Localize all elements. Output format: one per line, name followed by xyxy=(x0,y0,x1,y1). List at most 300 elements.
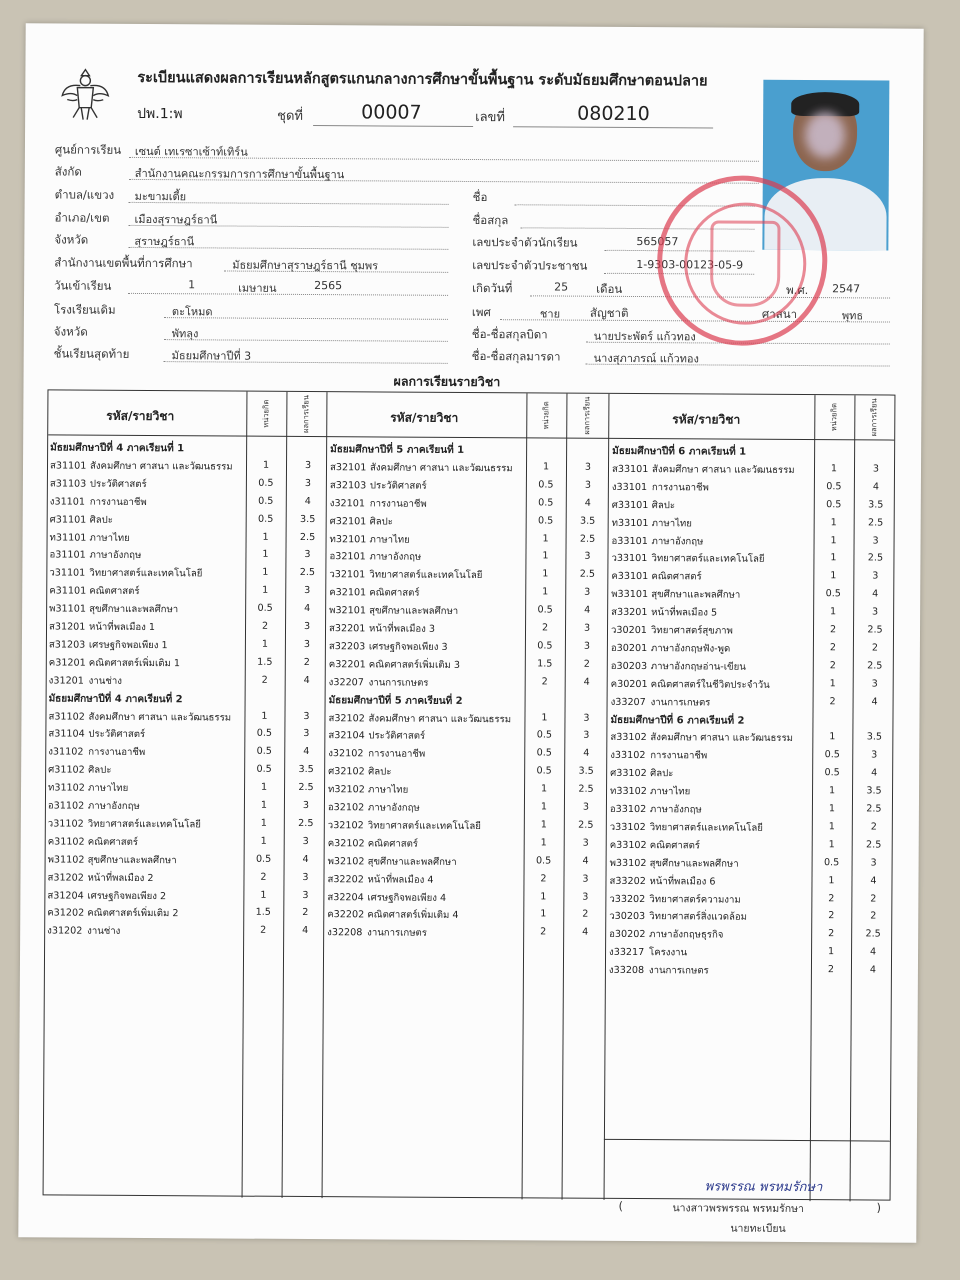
credit-value: 0.5 xyxy=(535,855,552,867)
grade-value: 3 xyxy=(304,459,312,471)
grade-value: 4 xyxy=(583,747,590,760)
subject-code: ว30201 xyxy=(610,624,647,637)
grade-value: 4 xyxy=(583,676,590,688)
credit-value: 1 xyxy=(542,586,549,598)
grade-value: 4 xyxy=(302,925,309,937)
results-section-title: ผลการเรียนรายวิชา xyxy=(393,373,501,390)
grade-value: 3 xyxy=(872,463,880,475)
subject-code: ส33201 xyxy=(611,606,648,619)
subject-code: พ31102 xyxy=(47,854,85,866)
subject-name: คณิตศาสตร์ xyxy=(649,839,701,852)
grade-value: 3 xyxy=(872,570,879,582)
gender-value: ชาย xyxy=(539,307,561,321)
subject-name: สังคมศึกษา ศาสนา และวัฒนธรรม xyxy=(650,732,793,745)
credit-header: หน่วยกิต xyxy=(541,401,551,430)
credit-value: 1 xyxy=(262,567,269,579)
credit-value: 1 xyxy=(830,463,838,475)
grade-value: 3 xyxy=(584,461,592,473)
subject-code: อ31102 xyxy=(47,800,85,812)
subject-name: ประวัติศาสตร์ xyxy=(369,480,427,492)
credit-value: 2 xyxy=(829,642,836,654)
garuda-emblem-icon xyxy=(59,65,111,123)
enroll-label: วันเข้าเรียน xyxy=(54,278,112,293)
grade-value: 2.5 xyxy=(866,803,882,815)
grade-value: 4 xyxy=(303,746,310,758)
subject-name: หน้าที่พลเมือง 1 xyxy=(88,621,156,634)
subject-name: คณิตศาสตร์ xyxy=(87,836,139,848)
subject-name: วิทยาศาสตร์และเทคโนโลยี xyxy=(649,821,763,834)
subject-name: ประวัติศาสตร์ xyxy=(89,478,147,490)
subject-code: ค32101 xyxy=(329,587,367,599)
subject-name: สังคมศึกษา ศาสนา และวัฒนธรรม xyxy=(651,463,795,476)
subject-name: สุขศึกษาและพลศึกษา xyxy=(651,589,741,601)
subject-code: ส33202 xyxy=(609,875,646,887)
subject-name: การงานอาชีพ xyxy=(368,748,426,761)
subject-name: คณิตศาสตร์เพิ่มเติม 1 xyxy=(88,657,181,670)
subject-code: อ33101 xyxy=(611,535,648,547)
grade-value: 2 xyxy=(871,642,878,654)
subject-name: ประวัติศาสตร์ xyxy=(368,730,426,743)
subject-code: ง31202 xyxy=(47,925,83,937)
credit-value: 1 xyxy=(260,835,267,847)
info-label: อำเภอ/เขต xyxy=(54,210,110,225)
credit-value: 2 xyxy=(540,873,547,885)
subject-name: วิทยาศาสตร์และเทคโนโลยี xyxy=(89,567,203,580)
subject-code: ง33217 xyxy=(609,947,645,959)
credit-value: 1.5 xyxy=(537,658,553,670)
info-value: สำนักงานคณะกรรมการการศึกษาขั้นพื้นฐาน xyxy=(134,166,345,182)
subject-code: ค31201 xyxy=(48,657,86,669)
credit-value: 1 xyxy=(829,677,836,689)
grade-value: 3.5 xyxy=(868,499,884,511)
subject-code: พ32101 xyxy=(329,605,367,617)
subject-name: สุขศึกษาและพลศึกษา xyxy=(649,857,739,870)
religion-label: ศาสนา xyxy=(761,306,798,321)
transcript-paper: ระเบียนแสดงผลการเรียนหลักสูตรแกนกลางการศึกษาขั้นพื้นฐาน ระดับมัธยมศึกษาตอนปลาย ปพ.1:พ ชุดที่ 00007 เลขที่ 080210 ศูนย์การเรียน เซนต์ เทเรซาเซ้าท์เทิร์น สังกัด สำนักงานคณะกรรมการการศึกษาขั้นพื้นฐาน ตำบล/แขวง มะขามเตี้ย อำเภอ/เขต เมืองสุราษฎร์ธานี จังหวัด สุราษฎร์ธานี สำนักงานเขตพื้นที่การศึกษา มัธยมศึกษาสุราษฎร์ธานี ชุมพร วันเข้าเรียน 1 เมษายน 2565 โรงเรียนเดิม ตะโหมด จังหวัด พัทลุง ชั้นเรียนสุดท้าย มัธยมศึกษาปีที่ 3 ชื่อ ชื่อสกุล เลขประจำตัวนักเรียน 565057 เลขประจำตัวประชาชน 1-9303-00123-05-9 เกิดวันที่ 25 เดือน พ.ศ. 2547 เพศ ชาย สัญชาติ ศาสนา พุทธ ชื่อ-ชื่อสกุลบิดา นายประพัตร์ แก้วทอง ชื่อ-ชื่อสกุลมารดา นางสุภาภรณ์ แก้วทอง ผลการเรียนรายวิชา รหัส/รายวิชา รหัส/รายวิชา รหัส/รายวิชา หน่วยกิต ผลการเรียน หน่วยกิต ผลการเรียน หน่วยกิต ผลการเรียน มัธยมศึกษาปีที่ 4 ภาคเรียนที่ 1 ส31101 สังคมศึกษา ศาสนา และวัฒนธรรม 1 3 ส31103 ประวัติศาสตร์ 0.5 3 ง31101 การงานอาชีพ 0.5 4 ศ31101 ศิลปะ 0.5 3.5 ท31101 ภาษาไทย 1 2.5 อ31101 ภาษาอังกฤษ 1 3 ว31101 วิทยาศาสตร์และเทคโนโลยี 1 2.5 ค31101 คณิตศาสตร์ 1 3 พ31101 สุขศึกษาและพลศึกษา 0.5 4 ส31201 หน้าที่พลเมือง 1 2 3 ส31203 เศรษฐกิจพอเพียง 1 1 3 ค31201 คณิตศาสตร์เพิ่มเติม 1 1.5 2 ง31201 งานช่าง 2 4 มัธยมศึกษาปีที่ 4 ภาคเรียนที่ 2 ส31102 สังคมศึกษา ศาสนา และวัฒนธรรม 1 3 ส31104 ประวัติศาสตร์ 0.5 3 ง31102 การงานอาชีพ 0.5 4 ศ31102 ศิลปะ 0.5 3.5 ท31102 ภาษาไทย 1 2.5 อ31102 ภาษาอังกฤษ 1 3 ว31102 วิทยาศาสตร์และเทคโนโลยี 1 2.5 ค31102 คณิตศาสตร์ 1 3 พ31102 สุขศึกษาและพลศึกษา 0.5 4 ส31202 หน้าที่พลเมือง 2 2 3 ส31204 เศรษฐกิจพอเพียง 2 1 3 ค31202 คณิตศาสตร์เพิ่มเติม 2 1.5 2 ง31202 งานช่าง 2 4 มัธยมศึกษาปีที่ 5 ภาคเรียนที่ 1 ส32101 สังคมศึกษา ศาสนา และวัฒนธรรม 1 3 ส32103 ประวัติศาสตร์ 0.5 3 ง32101 การงานอาชีพ 0.5 4 ศ32101 ศิลปะ 0.5 3.5 ท32101 ภาษาไทย 1 2.5 อ32101 ภาษาอังกฤษ 1 3 ว32101 วิทยาศาสตร์และเทคโนโลยี 1 2.5 ค32101 คณิตศาสตร์ 1 3 พ32101 สุขศึกษาและพลศึกษา 0.5 4 ส32201 หน้าที่พลเมือง 3 2 3 ส32203 เศรษฐกิจพอเพียง 3 0.5 3 ค32201 คณิตศาสตร์เพิ่มเติม 3 1.5 2 ง32207 งานการเกษตร 2 4 มัธยมศึกษาปีที่ 5 ภาคเรียนที่ 2 ส32102 สังคมศึกษา ศาสนา และวัฒนธรรม 1 3 ส32104 ประวัติศาสตร์ 0.5 3 ง32102 การงานอาชีพ 0.5 4 ศ32102 ศิลปะ 0.5 3.5 ท32102 ภาษาไทย 1 2.5 อ32102 ภาษาอังกฤษ 1 3 ว32102 วิทยาศาสตร์และเทคโนโลยี 1 2.5 ค32102 คณิตศาสตร์ 1 3 พ32102 สุขศึกษาและพลศึกษา 0.5 4 ส32202 หน้าที่พลเมือง 4 2 3 ส32204 เศรษฐกิจพอเพียง 4 1 3 ค32202 คณิตศาสตร์เพิ่มเติม 4 1 2 ง32208 งานการเกษตร 2 4 มัธยมศึกษาปีที่ 6 ภาคเรียนที่ 1 ส33101 สังคมศึกษา ศาสนา และวัฒนธรรม 1 3 ง33101 การงานอาชีพ 0.5 4 ศ33101 ศิลปะ 0.5 3.5 ท33101 ภาษาไทย 1 2.5 อ33101 ภาษาอังกฤษ 1 3 ว33101 วิทยาศาสตร์และเทคโนโลยี 1 2.5 ค33101 คณิตศาสตร์ 1 3 พ33101 สุขศึกษาและพลศึกษา 0.5 4 ส33201 หน้าที่พลเมือง 5 1 3 ว30201 วิทยาศาสตร์สุขภาพ 2 2.5 อ30201 ภาษาอังกฤษฟัง-พูด 2 2 อ30203 ภาษาอังกฤษอ่าน-เขียน 2 2.5 ค30201 คณิตศาสตร์ในชีวิตประจำวัน 1 3 ง33207 งานการเกษตร 2 4 มัธยมศึกษาปีที่ 6 ภาคเรียนที่ 2 ส33102 สังคมศึกษา ศาสนา และวัฒนธรรม 1 3.5 ง33102 การงานอาชีพ 0.5 3 ศ33102 ศิลปะ 0.5 4 ท33102 ภาษาไทย 1 3.5 อ33102 ภาษาอังกฤษ 1 2.5 ว33102 วิทยาศาสตร์และเทคโนโลยี 1 2 ค33102 คณิตศาสตร์ 1 2.5 พ33102 สุขศึกษาและพลศึกษา 0.5 3 ส33202 หน้าที่พลเมือง 6 1 4 ว33202 วิทยาศาสตร์ความงาม 2 2 ว30203 วิทยาศาสตร์สิ่งแวดล้อม 2 2 อ30202 ภาษาอังกฤษธุรกิจ 2 2.5 ง33217 โครงงาน 1 4 ง33208 งานการเกษตร 2 4 พรพรรณ พรหมรักษา ( นางสาวพรพรรณ พรหมรักษา ) นายทะเบียน xyxy=(18,23,923,1242)
credit-value: 0.5 xyxy=(826,498,842,510)
set-label: ชุดที่ xyxy=(277,108,304,124)
subject-code: ศ32101 xyxy=(329,515,367,527)
subject-name: ภาษาอังกฤษ xyxy=(367,802,420,814)
subject-name: ภาษาไทย xyxy=(89,532,130,544)
subject-name: หน้าที่พลเมือง 3 xyxy=(368,623,436,635)
subject-code: อ31101 xyxy=(49,549,86,562)
credit-value: 1 xyxy=(830,570,837,582)
info-value: เซนต์ เทเรซาเซ้าท์เทิร์น xyxy=(134,144,248,159)
subject-code: ง33101 xyxy=(611,481,648,493)
subject-code: ศ33102 xyxy=(610,768,647,780)
subject-name: วิทยาศาสตร์และเทคโนโลยี xyxy=(369,569,483,582)
credit-value: 2 xyxy=(829,659,836,672)
credit-value: 0.5 xyxy=(257,602,273,614)
registrar-signature: พรพรรณ พรหมรักษา xyxy=(704,1179,823,1196)
nationality-label: สัญชาติ xyxy=(589,305,629,320)
credit-value: 2 xyxy=(260,925,267,937)
credit-value: 0.5 xyxy=(258,513,274,525)
grade-value: 3 xyxy=(582,873,589,885)
info-value: สุราษฎร์ธานี xyxy=(134,234,195,249)
subject-name: วิทยาศาสตร์และเทคโนโลยี xyxy=(367,820,481,832)
credit-value: 0.5 xyxy=(538,497,554,509)
credit-value: 0.5 xyxy=(824,767,840,779)
credit-value: 0.5 xyxy=(538,515,554,527)
info-label: ตำบล/แขวง xyxy=(54,187,115,202)
info-value: พัทลุง xyxy=(171,327,199,341)
grade-value: 3 xyxy=(303,638,311,650)
subject-code: อ33102 xyxy=(609,803,647,816)
grade-value: 3 xyxy=(582,891,589,903)
credit-header: หน่วยกิต xyxy=(261,399,271,428)
subject-code: ส32103 xyxy=(329,479,367,492)
info-value: มัธยมศึกษาสุราษฎร์ธานี ชุมพร xyxy=(232,258,379,273)
grade-value: 2.5 xyxy=(579,533,596,545)
subject-code: ง33102 xyxy=(610,750,646,762)
credit-value: 1 xyxy=(827,946,835,958)
credit-value: 0.5 xyxy=(536,765,552,777)
grade-value: 2.5 xyxy=(867,660,883,672)
credit-value: 1.5 xyxy=(257,656,273,668)
registrar-name: นางสาวพรพรรณ พรหมรักษา xyxy=(672,1202,804,1216)
subject-header: รหัส/รายวิชา xyxy=(106,408,175,424)
subject-code: อ30202 xyxy=(609,929,646,941)
grade-value: 4 xyxy=(303,674,310,686)
info-label: ชื่อ-ชื่อสกุลบิดา xyxy=(471,326,548,342)
subject-code: ส33102 xyxy=(610,732,647,744)
subject-name: ภาษาอังกฤษฟัง-พูด xyxy=(650,642,731,655)
subject-code: ว32101 xyxy=(329,569,366,581)
semester-heading: มัธยมศึกษาปีที่ 6 ภาคเรียนที่ 1 xyxy=(612,445,747,458)
birth-day: 25 xyxy=(554,280,569,294)
grade-value: 3 xyxy=(872,534,879,546)
subject-code: ส32203 xyxy=(328,641,366,653)
credit-value: 1 xyxy=(540,819,547,831)
grade-value: 3 xyxy=(583,730,590,742)
grade-value: 2.5 xyxy=(867,624,883,636)
credit-value: 0.5 xyxy=(256,763,272,775)
subject-name: สุขศึกษาและพลศึกษา xyxy=(89,603,179,616)
info-label: โรงเรียนเดิม xyxy=(53,302,116,317)
grade-value: 2 xyxy=(303,656,310,668)
credit-value: 1 xyxy=(830,534,837,546)
credit-value: 1 xyxy=(260,889,267,901)
subject-name: คณิตศาสตร์เพิ่มเติม 4 xyxy=(367,909,459,922)
grade-value: 3.5 xyxy=(866,785,882,797)
subject-code: ง32101 xyxy=(329,497,366,510)
grade-value: 2.5 xyxy=(299,567,316,579)
grade-value: 3 xyxy=(302,835,309,847)
grade-value: 3 xyxy=(304,477,311,489)
credit-value: 1 xyxy=(542,532,549,544)
credit-value: 2 xyxy=(828,892,835,904)
subject-code: ค31202 xyxy=(47,907,85,920)
info-label: จังหวัด xyxy=(54,232,89,247)
subject-name: ภาษาอังกฤษ xyxy=(649,804,702,816)
grade-value: 4 xyxy=(584,497,591,509)
no-label: เลขที่ xyxy=(475,110,506,126)
subject-name: ภาษาอังกฤษอ่าน-เขียน xyxy=(650,660,746,673)
credit-value: 0.5 xyxy=(823,856,840,868)
set-number: 00007 xyxy=(361,101,422,124)
subject-name: งานช่าง xyxy=(87,925,121,938)
credit-value: 1 xyxy=(828,803,836,815)
credit-value: 1 xyxy=(262,584,269,596)
subject-code: ส32201 xyxy=(328,623,366,635)
credit-value: 1 xyxy=(830,606,837,618)
subject-code: ท33102 xyxy=(610,785,647,798)
credit-value: 2 xyxy=(828,928,835,940)
subject-code: ว32102 xyxy=(327,820,364,832)
subject-name: ภาษาไทย xyxy=(88,782,129,795)
subject-name: สังคมศึกษา ศาสนา และวัฒนธรรม xyxy=(89,460,233,473)
subject-name: เศรษฐกิจพอเพียง 2 xyxy=(87,890,167,902)
grade-value: 2 xyxy=(302,907,309,919)
credit-value: 1 xyxy=(262,531,269,543)
subject-code: ส31204 xyxy=(47,889,84,902)
birth-label: เกิดวันที่ xyxy=(472,281,513,296)
info-label: สังกัด xyxy=(54,164,82,179)
subject-header: รหัส/รายวิชา xyxy=(672,412,741,427)
subject-name: สุขศึกษาและพลศึกษา xyxy=(87,854,177,866)
subject-code: ง31102 xyxy=(48,746,84,758)
subject-name: หน้าที่พลเมือง 2 xyxy=(87,872,154,884)
credit-value: 1 xyxy=(540,837,547,849)
semester-heading: มัธยมศึกษาปีที่ 4 ภาคเรียนที่ 1 xyxy=(50,442,185,455)
subject-name: ภาษาไทย xyxy=(368,784,409,796)
subject-code: ท33101 xyxy=(611,517,649,529)
info-value: มะขามเตี้ย xyxy=(134,189,187,204)
subject-name: วิทยาศาสตร์สุขภาพ xyxy=(650,625,733,637)
subject-code: ง31101 xyxy=(49,496,86,508)
subject-code: ศ32102 xyxy=(328,766,365,778)
grade-value: 2.5 xyxy=(298,782,314,794)
credit-value: 0.5 xyxy=(537,604,553,616)
grade-value: 2.5 xyxy=(868,517,884,529)
religion-value: พุทธ xyxy=(841,309,864,323)
subject-code: ง32102 xyxy=(328,748,364,760)
grade-value: 3 xyxy=(584,479,591,491)
credit-value: 1 xyxy=(540,801,548,813)
registrar-role: นายทะเบียน xyxy=(730,1222,786,1235)
info-label: สำนักงานเขตพื้นที่การศึกษา xyxy=(54,255,193,271)
credit-value: 1 xyxy=(829,731,836,743)
credit-value: 0.5 xyxy=(255,853,272,865)
subject-name: ภาษาไทย xyxy=(650,786,691,798)
form-code: ปพ.1:พ xyxy=(137,105,183,123)
subject-header: รหัส/รายวิชา xyxy=(390,410,459,425)
grade-value: 4 xyxy=(869,964,877,976)
subject-code: ค31101 xyxy=(49,585,87,597)
subject-name: สุขศึกษาและพลศึกษา xyxy=(367,856,457,868)
subject-code: อ30203 xyxy=(610,660,648,672)
enroll-year: 2565 xyxy=(314,279,343,293)
credit-value: 0.5 xyxy=(536,747,552,759)
subject-code: ส31201 xyxy=(48,621,86,633)
credit-value: 1 xyxy=(540,908,547,920)
subject-name: วิทยาศาสตร์ความงาม xyxy=(649,893,741,906)
subject-name: คณิตศาสตร์ในชีวิตประจำวัน xyxy=(650,678,770,691)
credit-value: 1.5 xyxy=(255,907,271,919)
credit-value: 0.5 xyxy=(258,477,274,489)
subject-name: ภาษาอังกฤษ xyxy=(87,800,140,812)
grade-value: 3 xyxy=(303,620,311,633)
subject-code: ว30203 xyxy=(609,911,646,923)
subject-name: สังคมศึกษา ศาสนา และวัฒนธรรม xyxy=(88,711,232,724)
subject-name: สังคมศึกษา ศาสนา และวัฒนธรรม xyxy=(369,462,513,475)
grade-value: 3 xyxy=(584,551,591,563)
subject-code: ว33202 xyxy=(609,893,646,905)
credit-value: 2 xyxy=(828,910,835,922)
grade-value: 4 xyxy=(871,767,878,779)
subject-code: ส32104 xyxy=(328,730,365,742)
credit-value: 1 xyxy=(262,459,270,471)
subject-name: วิทยาศาสตร์และเทคโนโลยี xyxy=(87,818,201,831)
credit-value: 0.5 xyxy=(826,480,842,493)
subject-name: การงานอาชีพ xyxy=(650,750,708,762)
semester-heading: มัธยมศึกษาปีที่ 6 ภาคเรียนที่ 2 xyxy=(610,714,745,727)
grade-value: 4 xyxy=(582,926,589,939)
subject-name: งานการเกษตร xyxy=(368,677,429,689)
credit-value: 0.5 xyxy=(256,728,273,740)
subject-name: ประวัติศาสตร์ xyxy=(88,729,146,741)
grade-value: 3 xyxy=(583,712,590,724)
semester-heading: มัธยมศึกษาปีที่ 4 ภาคเรียนที่ 2 xyxy=(48,693,183,705)
subject-name: ศิลปะ xyxy=(368,766,392,778)
subject-name: คณิตศาสตร์ xyxy=(89,585,140,598)
grade-value: 3 xyxy=(870,857,877,869)
credit-value: 0.5 xyxy=(536,729,553,741)
credit-header: หน่วยกิต xyxy=(829,403,839,432)
info-label: เลขประจำตัวนักเรียน xyxy=(472,235,578,250)
subject-code: อ30201 xyxy=(610,642,648,654)
grade-value: 4 xyxy=(872,481,879,493)
subject-code: ส31104 xyxy=(48,728,85,741)
grade-value: 2.5 xyxy=(865,928,881,940)
subject-code: ส32204 xyxy=(327,891,364,903)
credit-value: 2 xyxy=(540,926,547,938)
grade-value: 4 xyxy=(582,855,589,867)
grade-value: 2 xyxy=(870,892,877,904)
subject-code: ว33101 xyxy=(611,553,648,565)
info-value: นางสุภาภรณ์ แก้วทอง xyxy=(593,351,699,366)
subject-name: โครงงาน xyxy=(649,947,688,959)
subject-code: ส31203 xyxy=(48,639,86,651)
credit-value: 0.5 xyxy=(258,495,274,507)
grade-header: ผลการเรียน xyxy=(301,395,311,433)
subject-code: ท31101 xyxy=(49,531,87,544)
subject-code: อ32102 xyxy=(327,802,365,814)
grade-value: 2.5 xyxy=(298,817,314,829)
info-label: ชั้นเรียนสุดท้าย xyxy=(53,346,130,361)
subject-code: พ31101 xyxy=(49,603,87,615)
info-label: จังหวัด xyxy=(53,324,88,339)
subject-name: เศรษฐกิจพอเพียง 1 xyxy=(88,639,168,652)
subject-name: การงานอาชีพ xyxy=(89,496,147,508)
subject-code: อ32101 xyxy=(329,551,366,563)
grade-value: 3 xyxy=(303,728,310,740)
subject-code: ศ33101 xyxy=(611,499,649,511)
grade-value: 3 xyxy=(583,622,591,634)
subject-code: พ33102 xyxy=(609,857,647,869)
document-number: 080210 xyxy=(577,102,650,126)
results-table xyxy=(43,389,896,1200)
credit-value: 2 xyxy=(261,620,269,632)
subject-name: เศรษฐกิจพอเพียง 3 xyxy=(368,641,448,653)
subject-code: ส33101 xyxy=(611,463,649,475)
grade-value: 2.5 xyxy=(299,531,316,543)
credit-value: 1 xyxy=(261,710,268,722)
subject-code: ส31202 xyxy=(47,872,84,884)
subject-name: งานการเกษตร xyxy=(650,696,711,709)
grade-value: 3 xyxy=(302,871,309,883)
grade-value: 2 xyxy=(583,658,590,670)
grade-value: 4 xyxy=(302,853,309,865)
credit-value: 0.5 xyxy=(825,588,841,600)
grade-value: 3 xyxy=(582,801,590,813)
info-label: ชื่อ xyxy=(472,190,488,205)
credit-value: 1 xyxy=(260,799,268,811)
grade-value: 4 xyxy=(871,696,878,708)
subject-code: ว33102 xyxy=(609,821,646,833)
subject-code: ส31102 xyxy=(48,710,85,723)
grade-value: 4 xyxy=(870,875,877,887)
subject-code: ท32101 xyxy=(329,533,367,545)
grade-value: 4 xyxy=(872,588,879,600)
grade-value: 2.5 xyxy=(867,552,884,564)
subject-name: ศิลปะ xyxy=(650,768,674,780)
grade-value: 2.5 xyxy=(578,819,594,831)
credit-value: 1 xyxy=(260,817,267,829)
credit-value: 1 xyxy=(542,568,549,580)
subject-code: ส32101 xyxy=(329,462,367,474)
subject-name: คณิตศาสตร์ xyxy=(369,587,420,599)
credit-value: 2 xyxy=(829,695,836,707)
grade-value: 3.5 xyxy=(866,731,883,743)
subject-name: หน้าที่พลเมือง 4 xyxy=(367,873,434,886)
subject-code: ค32201 xyxy=(328,658,366,671)
subject-name: ศิลปะ xyxy=(651,499,676,511)
school-seal-icon xyxy=(657,175,828,346)
grade-value: 2 xyxy=(582,909,589,921)
subject-name: ศิลปะ xyxy=(89,514,113,526)
info-value: ตะโหมด xyxy=(171,305,213,319)
grade-value: 3 xyxy=(872,606,879,618)
birth-month-label: เดือน xyxy=(596,281,623,296)
credit-value: 1 xyxy=(830,552,837,564)
subject-code: ศ31101 xyxy=(49,514,87,526)
credit-value: 2 xyxy=(829,624,837,636)
subject-name: งานช่าง xyxy=(88,675,122,687)
grade-value: 3 xyxy=(871,749,878,761)
credit-value: 1 xyxy=(828,821,835,833)
subject-code: ว31101 xyxy=(49,567,86,579)
subject-code: ง32207 xyxy=(328,676,364,689)
subject-name: ศิลปะ xyxy=(88,764,112,776)
credit-value: 1 xyxy=(540,783,548,795)
enroll-month: เมษายน xyxy=(238,281,277,295)
info-label: ชื่อสกุล xyxy=(472,213,509,228)
grade-value: 2.5 xyxy=(578,783,594,795)
subject-name: ภาษาอังกฤษ xyxy=(89,550,142,562)
credit-value: 2 xyxy=(541,622,549,634)
subject-name: ภาษาไทย xyxy=(651,517,692,529)
document-title: ระเบียนแสดงผลการเรียนหลักสูตรแกนกลางการศึกษาขั้นพื้นฐาน ระดับมัธยมศึกษาตอนปลาย xyxy=(137,69,708,90)
subject-name: วิทยาศาสตร์สิ่งแวดล้อม xyxy=(649,911,748,924)
subject-name: เศรษฐกิจพอเพียง 4 xyxy=(367,891,447,904)
grade-value: 3 xyxy=(583,640,591,652)
subject-name: ศิลปะ xyxy=(369,515,393,528)
subject-code: ว31102 xyxy=(47,818,84,830)
subject-code: ค33101 xyxy=(611,571,649,583)
